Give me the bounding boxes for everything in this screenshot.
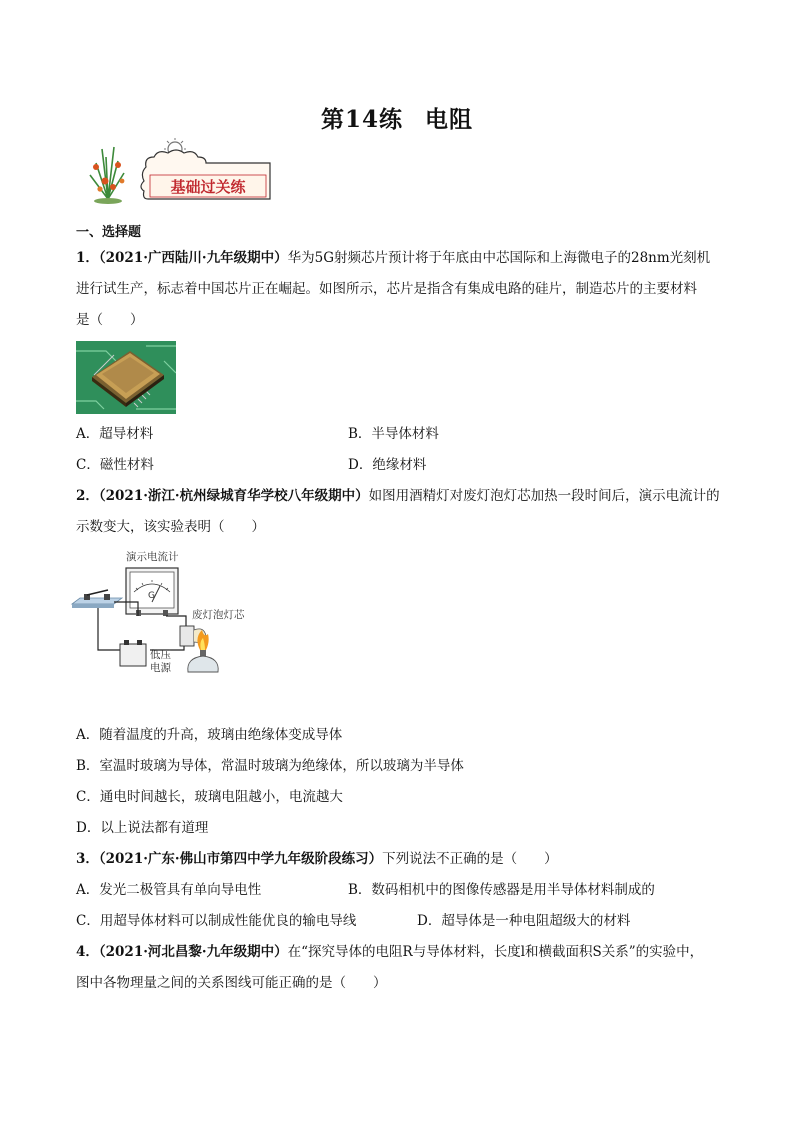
- q4-line1: [76, 943, 703, 961]
- q4-text-1: 在“探究导体的电阻R与导体材料，长度l和横截面积S关系”的实验中，: [287, 944, 704, 960]
- banner-label: 基础过关练: [170, 178, 246, 196]
- q3-option-c[interactable]: C．用超导体材料可以制成性能优良的输电导线: [76, 913, 357, 929]
- q1-option-c[interactable]: C．磁性材料: [76, 457, 154, 473]
- q3-option-b[interactable]: B．数码相机中的图像传感器是用半导体材料制成的: [348, 882, 655, 898]
- q1-text-1: 华为5G射频芯片预计将于年底由中芯国际和上海微电子的28nm光刻机: [287, 250, 711, 266]
- page-title: [0, 101, 794, 134]
- power-label-1: 低压: [150, 649, 171, 661]
- q2-option-c[interactable]: C．通电时间越长，玻璃电阻越小，电流越大: [76, 789, 343, 805]
- q1-line1: [76, 249, 710, 267]
- plant-icon: [90, 147, 124, 204]
- section-heading: 一、选择题: [76, 225, 142, 240]
- q1-source: 1．（2021·广西陆川·九年级期中）: [76, 250, 288, 266]
- section-banner: [78, 137, 278, 207]
- q4-source: 4．（2021·河北昌黎·九年级期中）: [76, 944, 288, 960]
- meter-label: 演示电流计: [126, 551, 179, 563]
- circuit-figure: [70, 546, 260, 676]
- q2-option-a[interactable]: A．随着温度的升高，玻璃由绝缘体变成导体: [76, 727, 343, 743]
- q3-option-a[interactable]: A．发光二极管具有单向导电性: [76, 882, 262, 898]
- q3-option-d[interactable]: D．超导体是一种电阻超级大的材料: [417, 913, 631, 929]
- q2-line1: [76, 487, 720, 505]
- q2-line2: 示数变大，该实验表明（ ）: [76, 519, 265, 535]
- power-label-2: 电源: [150, 662, 171, 674]
- lesson-number: 第14练: [320, 106, 403, 133]
- galvanometer: [126, 568, 178, 616]
- q3-text-1: 下列说法不正确的是（ ）: [382, 851, 558, 867]
- q2-option-d[interactable]: D．以上说法都有道理: [76, 820, 209, 836]
- q2-option-b[interactable]: B．室温时玻璃为导体，常温时玻璃为绝缘体，所以玻璃为半导体: [76, 758, 464, 774]
- q3-source: 3．（2021·广东·佛山市第四中学九年级阶段练习）: [76, 851, 383, 867]
- q3-line1: [76, 850, 558, 868]
- lesson-topic: 电阻: [425, 106, 473, 133]
- chip-figure: [76, 341, 176, 414]
- q4-line2: 图中各物理量之间的关系图线可能正确的是（ ）: [76, 975, 387, 991]
- power-supply: [120, 640, 146, 666]
- q1-line3: 是（ ）: [76, 312, 144, 328]
- meter-symbol: G: [148, 591, 155, 601]
- core-label: 废灯泡灯芯: [192, 609, 245, 621]
- q2-source: 2．（2021·浙江·杭州绿城育华学校八年级期中）: [76, 488, 369, 504]
- switch: [72, 590, 122, 608]
- q1-option-d[interactable]: D．绝缘材料: [348, 457, 427, 473]
- q1-option-a[interactable]: A．超导材料: [76, 426, 154, 442]
- q1-option-b[interactable]: B．半导体材料: [348, 426, 439, 442]
- q2-text-1: 如图用酒精灯对废灯泡灯芯加热一段时间后，演示电流计的: [368, 488, 720, 504]
- q1-line2: 进行试生产，标志着中国芯片正在崛起。如图所示，芯片是指含有集成电路的硅片，制造芯片的主要材料: [76, 281, 697, 297]
